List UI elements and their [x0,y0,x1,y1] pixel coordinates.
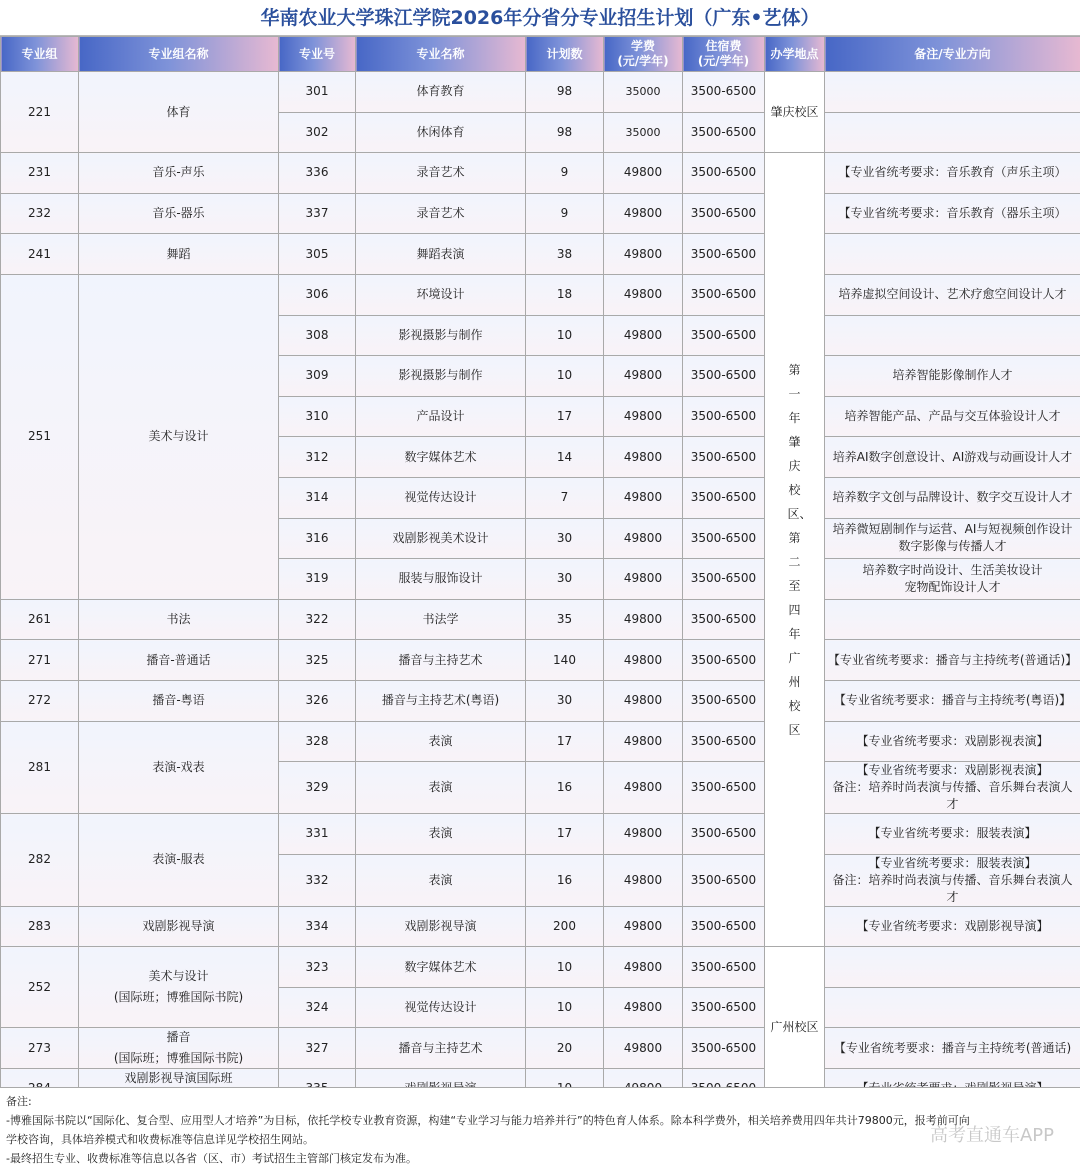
major-name-cell: 播音与主持艺术 [356,640,526,681]
dorm-fee-cell: 3500-6500 [683,396,765,437]
dorm-fee-cell: 3500-6500 [683,906,765,947]
tuition-cell: 49800 [604,947,683,988]
group-name-cell [79,1028,279,1069]
tuition-cell: 49800 [604,274,683,315]
footer-line-1: -博雅国际书院以“国际化、复合型、应用型人才培养”为目标，依托学校专业教育资源，构建“专业学习与能力培养并行”的特色育人体系。除本科学费外，相关培养费用四年共计79800元，报考前可向 [6,1114,970,1127]
tuition-cell: 49800 [604,477,683,518]
admission-plan-table [0,36,1080,1110]
major-code-cell: 322 [279,599,356,640]
group-code-cell: 283 [1,906,79,947]
footer-notes [0,1087,1080,1171]
group-code-cell: 273 [1,1028,79,1069]
remark-cell [825,1028,1080,1069]
major-name-cell: 舞蹈表演 [356,234,526,275]
plan-count-cell: 38 [526,234,604,275]
table-row [1,947,1080,988]
dorm-fee-cell: 3500-6500 [683,640,765,681]
group-name-cell [79,274,279,599]
remark-cell [825,680,1080,721]
major-code-cell: 323 [279,947,356,988]
plan-count-cell: 98 [526,72,604,113]
dorm-fee-cell: 3500-6500 [683,315,765,356]
remark-cell [825,854,1080,906]
table-row [1,680,1080,721]
major-code-cell: 312 [279,437,356,478]
dorm-fee-cell: 3500-6500 [683,477,765,518]
group-name-note: (国际班；博雅国际书院) [113,990,244,1005]
plan-count-cell: 30 [526,518,604,559]
group-name-cell [79,680,279,721]
group-name: 播音-普通话 [146,652,211,667]
major-name-cell: 环境设计 [356,274,526,315]
major-code-cell: 328 [279,721,356,762]
group-code-cell: 221 [1,72,79,153]
major-name-cell: 播音与主持艺术(粤语) [356,680,526,721]
group-code-cell: 282 [1,814,79,907]
dorm-fee-cell: 3500-6500 [683,356,765,397]
group-name: 表演-戏表 [152,759,205,774]
plan-count-cell: 20 [526,1028,604,1069]
remark-line-2: 备注：培养时尚表演与传播、音乐舞台表演人才 [832,780,1073,812]
plan-count-cell: 140 [526,640,604,681]
plan-count-cell: 18 [526,274,604,315]
tuition-cell: 49800 [604,437,683,478]
group-name-cell [79,640,279,681]
major-code-cell: 334 [279,906,356,947]
table-row [1,906,1080,947]
major-code-cell: 316 [279,518,356,559]
group-code-cell: 231 [1,153,79,194]
remark-line-1: 【专业省统考要求：播音与主持统考(普通话)】 [827,652,1078,667]
dorm-fee-cell: 3500-6500 [683,193,765,234]
tuition-cell: 35000 [604,72,683,113]
major-code-cell: 302 [279,112,356,153]
plan-count-cell: 10 [526,987,604,1028]
major-code-cell: 309 [279,356,356,397]
remark-cell [825,477,1080,518]
major-name-cell: 戏剧影视美术设计 [356,518,526,559]
remark-line-1: 培养微短剧制作与运营、AI与短视频创作设计 [832,522,1073,537]
table-row [1,814,1080,855]
campus-location-cell [765,947,825,1109]
dorm-fee-cell: 3500-6500 [683,721,765,762]
group-name-cell [79,721,279,814]
group-name-cell [79,193,279,234]
group-name: 美术与设计 [148,969,209,984]
plan-count-cell: 10 [526,356,604,397]
tuition-cell: 49800 [604,396,683,437]
major-code-cell: 310 [279,396,356,437]
footer-line-2: 学校咨询，具体培养模式和收费标准等信息详见学校招生网站。 [6,1133,314,1146]
major-name-cell: 播音与主持艺术 [356,1028,526,1069]
major-name-cell: 表演 [356,854,526,906]
major-name-cell: 视觉传达设计 [356,987,526,1028]
table-row [1,599,1080,640]
group-name: 戏剧影视导演 [142,918,215,933]
campus-location-cell [765,72,825,153]
remark-cell [825,72,1080,113]
remark-cell [825,315,1080,356]
col-header-major-code: 专业号 [279,37,356,72]
dorm-fee-cell: 3500-6500 [683,599,765,640]
group-code-cell: 272 [1,680,79,721]
tuition-cell: 49800 [604,234,683,275]
group-name: 舞蹈 [166,246,191,261]
page-title: 华南农业大学珠江学院2026年分省分专业招生计划（广东•艺体） [0,0,1080,36]
tuition-cell: 49800 [604,599,683,640]
remark-cell [825,987,1080,1028]
major-name-cell: 书法学 [356,599,526,640]
group-name-cell [79,234,279,275]
dorm-header-line2: (元/学年) [697,54,750,68]
dorm-fee-cell: 3500-6500 [683,437,765,478]
tuition-cell: 49800 [604,315,683,356]
group-code-cell: 232 [1,193,79,234]
major-name-cell: 体育教育 [356,72,526,113]
table-row [1,153,1080,194]
dorm-fee-cell: 3500-6500 [683,72,765,113]
major-code-cell: 305 [279,234,356,275]
table-body [1,72,1080,1110]
plan-count-cell: 30 [526,680,604,721]
remark-cell [825,234,1080,275]
remark-line-1: 培养数字时尚设计、生活美妆设计 [862,562,1043,577]
group-name-note: (国际班；博雅国际书院) [113,1051,244,1066]
dorm-fee-cell: 3500-6500 [683,153,765,194]
group-name: 播音-粤语 [152,693,205,708]
group-name-cell [79,906,279,947]
tuition-cell: 49800 [604,518,683,559]
group-name: 音乐-声乐 [152,165,205,180]
major-code-cell: 325 [279,640,356,681]
remark-cell [825,193,1080,234]
campus-location-text: 肇庆校区 [770,104,819,119]
major-code-cell: 319 [279,559,356,600]
group-code-cell: 241 [1,234,79,275]
dorm-fee-cell: 3500-6500 [683,112,765,153]
group-code-cell: 252 [1,947,79,1028]
group-name: 播音 [166,1030,191,1045]
remark-cell [825,721,1080,762]
group-name: 书法 [166,612,191,627]
remark-line-1: 培养智能产品、产品与交互体验设计人才 [844,409,1061,424]
tuition-cell: 49800 [604,1028,683,1069]
table-row [1,72,1080,113]
remark-line-1: 【专业省统考要求：戏剧影视表演】 [856,733,1049,748]
table-row [1,640,1080,681]
tuition-cell: 49800 [604,193,683,234]
major-code-cell: 331 [279,814,356,855]
footer-line-3: -最终招生专业、收费标准等信息以各省（区、市）考试招生主管部门核定发布为准。 [6,1152,417,1165]
group-name-cell [79,947,279,1028]
group-code-cell: 251 [1,274,79,599]
major-code-cell: 306 [279,274,356,315]
major-name-cell: 服装与服饰设计 [356,559,526,600]
col-header-location: 办学地点 [765,37,825,72]
major-name-cell: 影视摄影与制作 [356,356,526,397]
table-row [1,721,1080,762]
col-header-plan: 计划数 [526,37,604,72]
remark-cell [825,814,1080,855]
group-code-cell: 281 [1,721,79,814]
remark-line-1: 【专业省统考要求：播音与主持统考(普通话) [833,1040,1072,1055]
major-name-cell: 数字媒体艺术 [356,437,526,478]
remark-cell [825,274,1080,315]
remark-line-1: 【专业省统考要求：服装表演】 [868,855,1037,870]
plan-count-cell: 35 [526,599,604,640]
group-name-cell [79,599,279,640]
major-name-cell: 录音艺术 [356,193,526,234]
major-name-cell: 表演 [356,721,526,762]
plan-count-cell: 14 [526,437,604,478]
campus-location-text: 第一年肇庆校区、第二至四年广州校区 [787,362,812,737]
remark-cell [825,396,1080,437]
remark-line-1: 培养虚拟空间设计、艺术疗愈空间设计人才 [838,287,1067,302]
dorm-fee-cell: 3500-6500 [683,234,765,275]
remark-line-2: 备注：培养时尚表演与传播、音乐舞台表演人才 [832,872,1073,904]
remark-cell [825,640,1080,681]
major-code-cell: 327 [279,1028,356,1069]
campus-location-cell [765,153,825,947]
major-name-cell: 数字媒体艺术 [356,947,526,988]
tuition-cell: 49800 [604,854,683,906]
major-code-cell: 314 [279,477,356,518]
major-code-cell: 336 [279,153,356,194]
group-code-cell: 261 [1,599,79,640]
col-header-major-name: 专业名称 [356,37,526,72]
tuition-cell: 49800 [604,680,683,721]
remark-cell [825,153,1080,194]
dorm-fee-cell: 3500-6500 [683,559,765,600]
remark-cell [825,518,1080,559]
major-code-cell: 301 [279,72,356,113]
major-name-cell: 录音艺术 [356,153,526,194]
major-code-cell: 308 [279,315,356,356]
major-code-cell: 337 [279,193,356,234]
tuition-header-line2: (元/学年) [617,54,669,68]
remark-cell [825,762,1080,814]
remark-line-1: 【专业省统考要求：戏剧影视表演】 [856,763,1049,778]
dorm-fee-cell: 3500-6500 [683,680,765,721]
plan-count-cell: 9 [526,153,604,194]
plan-count-cell: 9 [526,193,604,234]
plan-count-cell: 200 [526,906,604,947]
major-code-cell: 326 [279,680,356,721]
plan-count-cell: 98 [526,112,604,153]
remark-line-1: 【专业省统考要求：戏剧影视导演】 [856,918,1049,933]
plan-count-cell: 16 [526,762,604,814]
major-name-cell: 休闲体育 [356,112,526,153]
group-name-cell [79,814,279,907]
dorm-fee-cell: 3500-6500 [683,518,765,559]
footer-label: 备注: [6,1095,32,1108]
table-row [1,1028,1080,1069]
remark-cell [825,559,1080,600]
tuition-cell: 49800 [604,814,683,855]
campus-location-text: 广州校区 [770,1020,819,1035]
plan-count-cell: 17 [526,721,604,762]
dorm-fee-cell: 3500-6500 [683,814,765,855]
watermark: 高考直通车APP [929,1125,1054,1146]
tuition-cell: 49800 [604,153,683,194]
dorm-fee-cell: 3500-6500 [683,762,765,814]
group-code-cell: 271 [1,640,79,681]
tuition-cell: 49800 [604,721,683,762]
group-name: 音乐-器乐 [152,206,205,221]
tuition-cell: 49800 [604,762,683,814]
remark-line-1: 【专业省统考要求：音乐教育（器乐主项） [838,206,1067,221]
tuition-header-line1: 学费 [630,39,655,53]
dorm-fee-cell: 3500-6500 [683,274,765,315]
group-name: 体育 [166,104,191,119]
tuition-cell: 35000 [604,112,683,153]
table-header-row [1,37,1080,72]
tuition-cell: 49800 [604,987,683,1028]
group-name: 表演-服表 [152,852,205,867]
table-row [1,274,1080,315]
major-name-cell: 表演 [356,762,526,814]
remark-line-1: 【专业省统考要求：播音与主持统考(粤语)】 [833,693,1072,708]
col-header-group-name: 专业组名称 [79,37,279,72]
dorm-fee-cell: 3500-6500 [683,947,765,988]
col-header-tuition [604,37,683,72]
plan-count-cell: 30 [526,559,604,600]
dorm-fee-cell: 3500-6500 [683,1028,765,1069]
major-name-cell: 影视摄影与制作 [356,315,526,356]
dorm-fee-cell: 3500-6500 [683,854,765,906]
remark-line-1: 培养AI数字创意设计、AI游戏与动画设计人才 [832,449,1073,464]
major-name-cell: 表演 [356,814,526,855]
remark-cell [825,947,1080,988]
dorm-fee-cell: 3500-6500 [683,987,765,1028]
tuition-cell: 49800 [604,356,683,397]
plan-count-cell: 10 [526,315,604,356]
remark-line-1: 培养智能影像制作人才 [892,368,1013,383]
group-name: 美术与设计 [148,429,209,444]
remark-cell [825,599,1080,640]
remark-cell [825,112,1080,153]
group-name-cell [79,153,279,194]
group-name: 戏剧影视导演国际班 [124,1070,233,1085]
remark-cell [825,437,1080,478]
table-row [1,234,1080,275]
remark-line-1: 培养数字文创与品牌设计、数字交互设计人才 [832,490,1073,505]
major-code-cell: 329 [279,762,356,814]
major-code-cell: 324 [279,987,356,1028]
dorm-header-line1: 住宿费 [705,39,742,53]
tuition-cell: 49800 [604,906,683,947]
major-code-cell: 332 [279,854,356,906]
remark-line-2: 数字影像与传播人才 [898,539,1007,554]
remark-line-2: 宠物配饰设计人才 [904,579,1001,594]
major-name-cell: 视觉传达设计 [356,477,526,518]
remark-line-1: 【专业省统考要求：音乐教育（声乐主项） [838,165,1067,180]
remark-cell [825,356,1080,397]
table-row [1,193,1080,234]
major-name-cell: 戏剧影视导演 [356,906,526,947]
plan-count-cell: 7 [526,477,604,518]
remark-cell [825,906,1080,947]
tuition-cell: 49800 [604,559,683,600]
plan-count-cell: 10 [526,947,604,988]
plan-count-cell: 17 [526,396,604,437]
plan-count-cell: 17 [526,814,604,855]
group-name-cell [79,72,279,153]
major-name-cell: 产品设计 [356,396,526,437]
tuition-cell: 49800 [604,640,683,681]
col-header-dorm [683,37,765,72]
col-header-remark: 备注/专业方向 [825,37,1080,72]
remark-line-1: 【专业省统考要求：服装表演】 [868,826,1037,841]
plan-count-cell: 16 [526,854,604,906]
col-header-group: 专业组 [1,37,79,72]
